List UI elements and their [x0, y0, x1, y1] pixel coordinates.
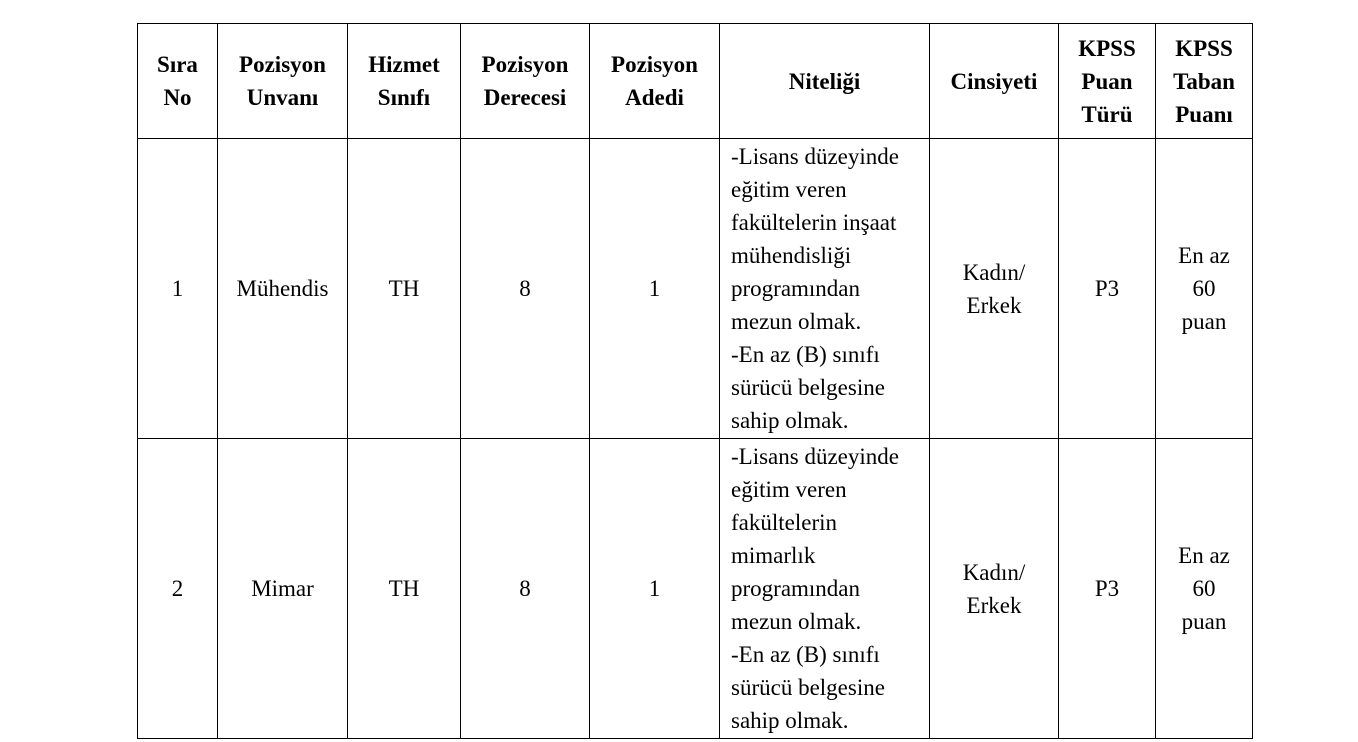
cell-niteligi: -Lisans düzeyinde eğitim veren fakültelerin inşaat mühendisliği programından mezun olmak. -En az (B) sınıfı sürücü belgesine sahip olmak.: [720, 139, 930, 439]
cell-cinsiyeti: Kadın/ Erkek: [930, 139, 1059, 439]
header-cinsiyeti: Cinsiyeti: [930, 24, 1059, 139]
cell-cinsiyeti: Kadın/ Erkek: [930, 439, 1059, 739]
positions-table: [137, 23, 1253, 739]
cell-kpss-taban-puani: En az 60 puan: [1156, 139, 1253, 439]
header-hizmet-sinifi: Hizmet Sınıfı: [348, 24, 461, 139]
header-pozisyon-adedi: Pozisyon Adedi: [590, 24, 720, 139]
table-header-row: [138, 24, 1253, 139]
cell-hizmet-sinifi: TH: [348, 139, 461, 439]
cell-pozisyon-adedi: 1: [590, 139, 720, 439]
header-pozisyon-derecesi: Pozisyon Derecesi: [461, 24, 590, 139]
cell-pozisyon-unvani: Mimar: [218, 439, 348, 739]
header-pozisyon-unvani: Pozisyon Unvanı: [218, 24, 348, 139]
header-kpss-puan-turu: KPSS Puan Türü: [1059, 24, 1156, 139]
header-niteligi: Niteliği: [720, 24, 930, 139]
cell-kpss-taban-puani: En az 60 puan: [1156, 439, 1253, 739]
cell-kpss-puan-turu: P3: [1059, 139, 1156, 439]
cell-pozisyon-derecesi: 8: [461, 439, 590, 739]
table-row: [138, 139, 1253, 439]
cell-hizmet-sinifi: TH: [348, 439, 461, 739]
cell-niteligi: -Lisans düzeyinde eğitim veren fakültelerin mimarlık programından mezun olmak. -En az (B) sınıfı sürücü belgesine sahip olmak.: [720, 439, 930, 739]
cell-pozisyon-derecesi: 8: [461, 139, 590, 439]
cell-pozisyon-unvani: Mühendis: [218, 139, 348, 439]
cell-sira-no: 2: [138, 439, 218, 739]
table-row: [138, 439, 1253, 739]
header-kpss-taban-puani: KPSS Taban Puanı: [1156, 24, 1253, 139]
cell-sira-no: 1: [138, 139, 218, 439]
cell-pozisyon-adedi: 1: [590, 439, 720, 739]
header-sira-no: Sıra No: [138, 24, 218, 139]
cell-kpss-puan-turu: P3: [1059, 439, 1156, 739]
